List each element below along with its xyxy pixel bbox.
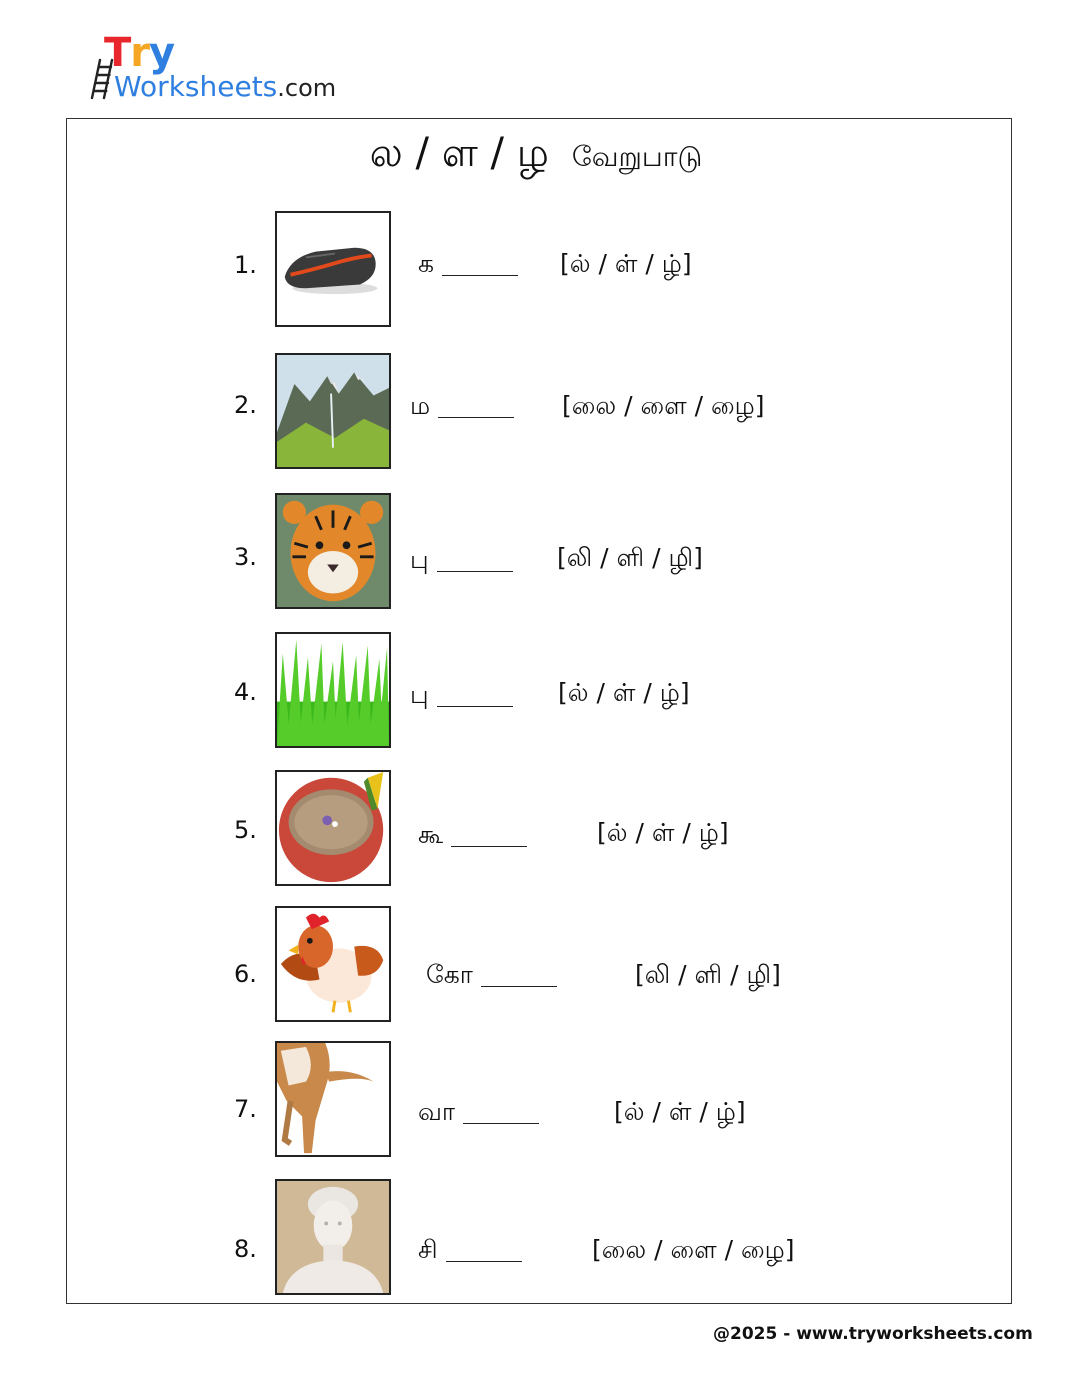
tiger-icon [275, 493, 391, 609]
answer-blank[interactable] [437, 571, 513, 572]
answer-blank[interactable] [463, 1123, 539, 1124]
word-stem: க [418, 249, 518, 282]
answer-options: [ல் / ள் / ழ்] [597, 818, 729, 847]
question-number: 1. [234, 251, 257, 279]
logo-letter-r: r [130, 30, 150, 76]
title-letters: ல / ள / ழ [369, 130, 549, 176]
answer-options: [லை / ளை / ழை] [592, 1235, 795, 1264]
word-stem: வா [418, 1097, 539, 1130]
answer-blank[interactable] [481, 986, 557, 987]
question-row-8 [0, 1179, 1072, 1297]
question-number: 5. [234, 816, 257, 844]
word-stem: பு [410, 545, 513, 578]
question-row-2 [0, 353, 1072, 471]
answer-blank[interactable] [437, 706, 513, 707]
tail-icon [275, 1041, 391, 1157]
word-stem: சி [418, 1235, 522, 1268]
title-subtitle: வேறுபாடு [571, 140, 703, 173]
question-row-7 [0, 1041, 1072, 1159]
logo-worksheets-text: Worksheets.com [114, 70, 337, 103]
question-number: 8. [234, 1235, 257, 1263]
word-stem: கூ [418, 820, 527, 853]
porridge-icon [275, 770, 391, 886]
stone-icon [275, 211, 391, 327]
grass-icon [275, 632, 391, 748]
answer-options: [ல் / ள் / ழ்] [614, 1097, 746, 1126]
question-number: 6. [234, 960, 257, 988]
answer-options: [ல் / ள் / ழ்] [558, 678, 690, 707]
word-stem: கோ [426, 960, 557, 993]
mountain-icon [275, 353, 391, 469]
word-stem: பு [410, 680, 513, 713]
answer-blank[interactable] [451, 846, 527, 847]
hen-icon [275, 906, 391, 1022]
question-row-6 [0, 906, 1072, 1024]
logo-com-text: .com [277, 74, 337, 102]
answer-blank[interactable] [446, 1261, 522, 1262]
logo-letter-t: T [104, 30, 131, 76]
answer-blank[interactable] [438, 417, 514, 418]
question-number: 2. [234, 391, 257, 419]
word-stem: ம [410, 391, 514, 424]
footer-copyright: @2025 - www.tryworksheets.com [713, 1324, 1033, 1344]
question-row-1 [0, 211, 1072, 329]
answer-blank[interactable] [442, 275, 518, 276]
answer-options: [லி / ளி / ழி] [635, 960, 781, 989]
question-number: 4. [234, 678, 257, 706]
question-row-4 [0, 632, 1072, 750]
question-number: 3. [234, 543, 257, 571]
answer-options: [லி / ளி / ழி] [557, 543, 703, 572]
answer-options: [ல் / ள் / ழ்] [560, 249, 692, 278]
page-title [0, 130, 1072, 181]
question-row-3 [0, 493, 1072, 611]
site-logo [90, 30, 350, 105]
question-number: 7. [234, 1095, 257, 1123]
question-row-5 [0, 770, 1072, 888]
logo-letter-y: y [149, 30, 175, 76]
answer-options: [லை / ளை / ழை] [562, 391, 765, 420]
statue-icon [275, 1179, 391, 1295]
